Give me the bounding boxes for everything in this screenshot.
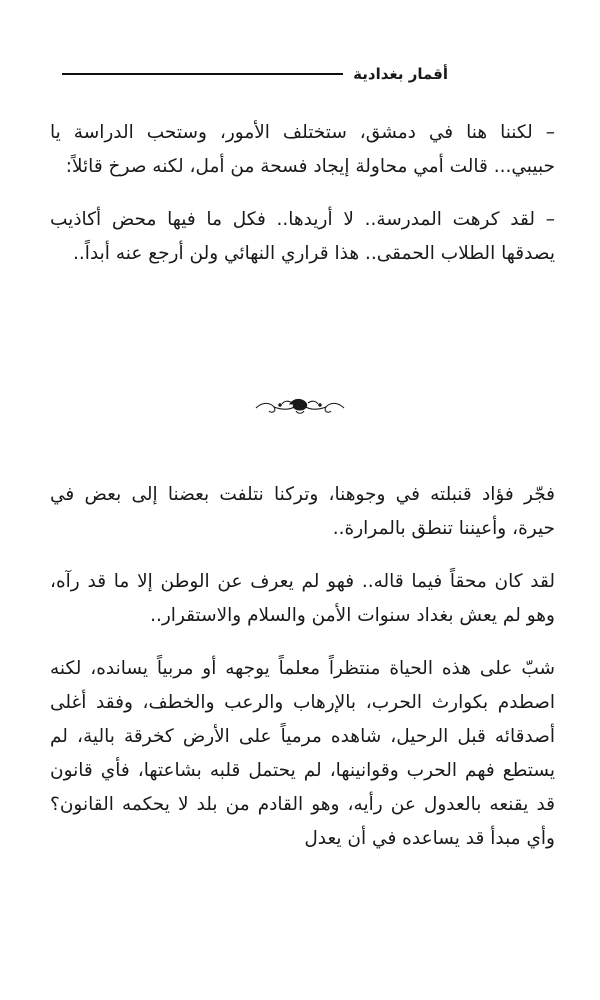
book-title: أقمار بغدادية xyxy=(353,65,448,83)
header-rule xyxy=(62,73,343,75)
paragraph: لقد كان محقاً فيما قاله.. فهو لم يعرف عن الوطن إلا ما قد رآه، وهو لم يعش بغداد سنوات الأمن والسلام والاستقرار.. xyxy=(50,571,555,626)
floral-divider-icon xyxy=(250,394,350,420)
paragraph: – لقد كرهت المدرسة.. لا أريدها.. فكل ما فيها محض أكاذيب يصدقها الطلاب الحمقى.. هذا قراري النهائي ولن أرجع عنه أبداً.. xyxy=(50,209,555,264)
upper-text-block xyxy=(50,116,555,271)
paragraph: شبّ على هذه الحياة منتظراً معلماً يوجهه أو مربياً يسانده، لكنه اصطدم بكوارث الحرب، بالإرهاب والرعب والخطف، وفقد أغلى أصدقائه قبل الرحيل، شاهده مرمياً على الأرض كخرقة بالية، لم يستطع فهم الحرب وقوانينها، لم يحتمل قلبه بشاعتها، فأي قانون قد يقنعه بالعدول عن رأيه، وهو القادم من بلد لا يحكمه القانون؟ وأي مبدأ قد يساعده في أن يعدل xyxy=(50,658,555,849)
paragraph: فجّر فؤاد قنبلته في وجوهنا، وتركنا نتلفت بعضنا إلى بعض في حيرة، وأعيننا تنطق بالمرارة.. xyxy=(50,484,555,539)
running-header xyxy=(62,62,448,86)
lower-text-block xyxy=(50,478,555,856)
paragraph: – لكننا هنا في دمشق، ستختلف الأمور، وستحب الدراسة يا حبيبي... قالت أمي محاولة إيجاد فسحة من أمل، لكنه صرخ قائلاً: xyxy=(50,122,555,177)
